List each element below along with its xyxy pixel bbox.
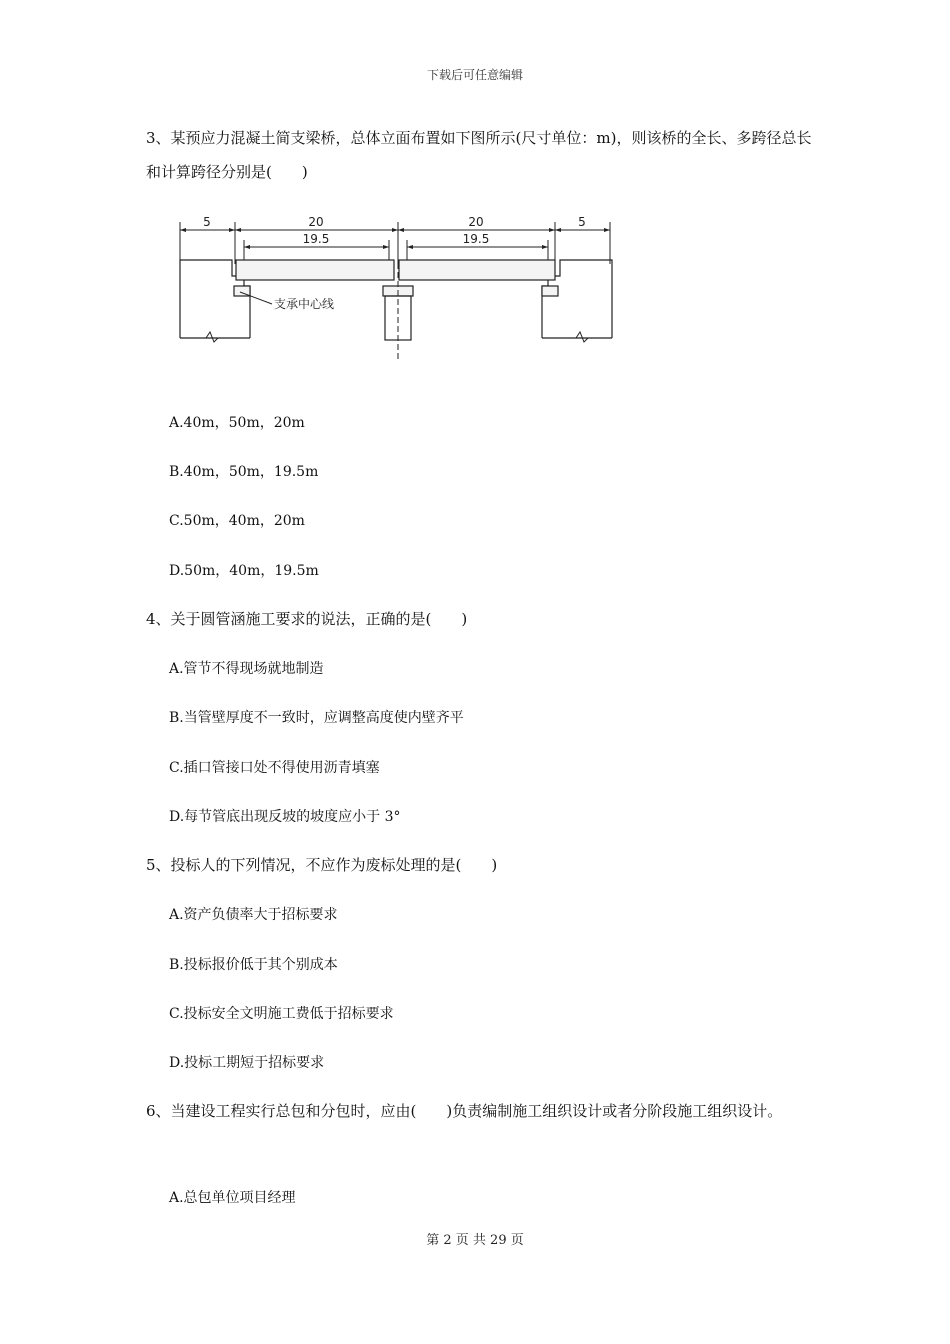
question-5-stem: 5、投标人的下列情况，不应作为废标处理的是( ) xyxy=(146,856,498,874)
question-3-option-c: C.50m，40m，20m xyxy=(169,513,305,529)
dim-right-abutment: 5 xyxy=(578,215,586,229)
question-5-option-b: B.投标报价低于其个别成本 xyxy=(169,957,338,973)
question-4-option-c: C.插口管接口处不得使用沥青填塞 xyxy=(169,760,380,776)
question-3-option-d: D.50m，40m，19.5m xyxy=(169,563,319,579)
question-4-stem: 4、关于圆管涵施工要求的说法，正确的是( ) xyxy=(146,610,468,628)
page-header: 下载后可任意编辑 xyxy=(426,68,523,82)
bridge-elevation-diagram xyxy=(176,214,622,360)
question-5-option-d: D.投标工期短于招标要求 xyxy=(169,1055,325,1071)
dim-left-abutment: 5 xyxy=(203,215,211,229)
question-6-option-a: A.总包单位项目经理 xyxy=(169,1190,296,1206)
question-3-stem: 3、某预应力混凝土简支梁桥，总体立面布置如下图所示(尺寸单位：m)，则该桥的全长、多跨径总长和计算跨径分别是( ) xyxy=(146,129,812,181)
question-6-stem: 6、当建设工程实行总包和分包时，应由( )负责编制施工组织设计或者分阶段施工组织设计。 xyxy=(146,1102,783,1120)
bearing-centerline-label: 支承中心线 xyxy=(274,297,335,311)
question-4-option-d: D.每节管底出现反坡的坡度应小于 3° xyxy=(169,809,401,825)
dim-span-1: 20 xyxy=(308,215,324,229)
dim-calc-span-1: 19.5 xyxy=(302,232,330,246)
question-5-option-a: A.资产负债率大于招标要求 xyxy=(169,907,338,923)
question-4-option-a: A.管节不得现场就地制造 xyxy=(169,661,324,677)
question-3-option-b: B.40m，50m，19.5m xyxy=(169,464,319,480)
dim-span-2: 20 xyxy=(468,215,484,229)
question-3-option-a: A.40m，50m，20m xyxy=(169,415,305,431)
page-footer: 第 2 页 共 29 页 xyxy=(426,1233,524,1248)
dim-calc-span-2: 19.5 xyxy=(462,232,490,246)
question-4-option-b: B.当管壁厚度不一致时，应调整高度使内壁齐平 xyxy=(169,710,464,726)
question-5-option-c: C.投标安全文明施工费低于招标要求 xyxy=(169,1006,394,1022)
